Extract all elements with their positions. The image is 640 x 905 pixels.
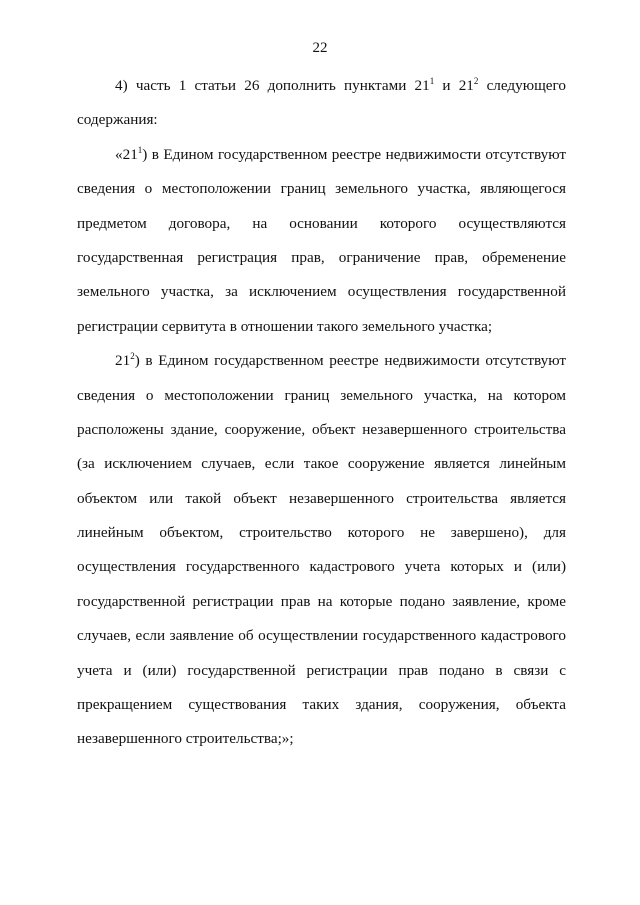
text-fragment: и 21 bbox=[434, 77, 474, 94]
text-fragment: следующего bbox=[478, 77, 566, 94]
text-fragment: 21 bbox=[115, 352, 131, 370]
text-fragment: ) в Едином государственном реестре недвижимости отсутствуют bbox=[142, 145, 566, 163]
text-line: предметом договора, на основании которого осуществляются bbox=[77, 214, 566, 232]
text-line: государственной регистрации прав на которые подано заявление, кроме bbox=[77, 592, 566, 610]
text-line: земельного участка, за исключением осуществления государственной bbox=[77, 283, 566, 301]
text-line: незавершенного строительства;»; bbox=[77, 730, 294, 748]
text-line: содержания: bbox=[77, 111, 158, 129]
text-fragment: ) в Едином государственном реестре недвижимости отсутствуют bbox=[134, 352, 566, 370]
superscript: 2 bbox=[473, 76, 479, 86]
text-line: осуществления государственного кадастрового учета которых и (или) bbox=[77, 558, 566, 576]
superscript: 1 bbox=[137, 144, 143, 155]
text-fragment: 4) часть 1 статьи 26 дополнить пунктами 21 bbox=[115, 77, 430, 94]
superscript: 2 bbox=[130, 351, 135, 362]
text-line: прекращением существования таких здания, сооружения, объекта bbox=[77, 696, 566, 714]
text-line: линейным объектом, строительство которого не завершено), для bbox=[77, 524, 566, 542]
text-line: случаев, если заявление об осуществлении государственного кадастрового bbox=[77, 627, 566, 645]
paragraph-item-21-2 bbox=[77, 351, 566, 764]
text-line: государственная регистрация прав, ограничение прав, обременение bbox=[77, 248, 566, 266]
paragraph-amendment-intro bbox=[77, 76, 566, 145]
text-line: сведения о местоположении границ земельного участка, на котором bbox=[77, 386, 566, 404]
text-line: (за исключением случаев, если такое сооружение является линейным bbox=[77, 455, 566, 473]
text-fragment: «21 bbox=[115, 145, 138, 163]
page-number: 22 bbox=[312, 40, 328, 56]
text-line: учета и (или) государственной регистрации прав подано в связи с bbox=[77, 661, 566, 679]
text-line bbox=[77, 351, 566, 385]
text-line: сведения о местоположении границ земельного участка, являющегося bbox=[77, 180, 566, 198]
text-line: расположены здание, сооружение, объект незавершенного строительства bbox=[77, 420, 566, 438]
document-body bbox=[77, 76, 566, 764]
text-line bbox=[77, 76, 566, 110]
text-line: объектом или такой объект незавершенного строительства является bbox=[77, 489, 566, 507]
text-line bbox=[77, 145, 566, 179]
superscript: 1 bbox=[429, 76, 435, 86]
text-line: регистрации сервитута в отношении такого земельного участка; bbox=[77, 317, 493, 335]
paragraph-item-21-1 bbox=[77, 145, 566, 351]
